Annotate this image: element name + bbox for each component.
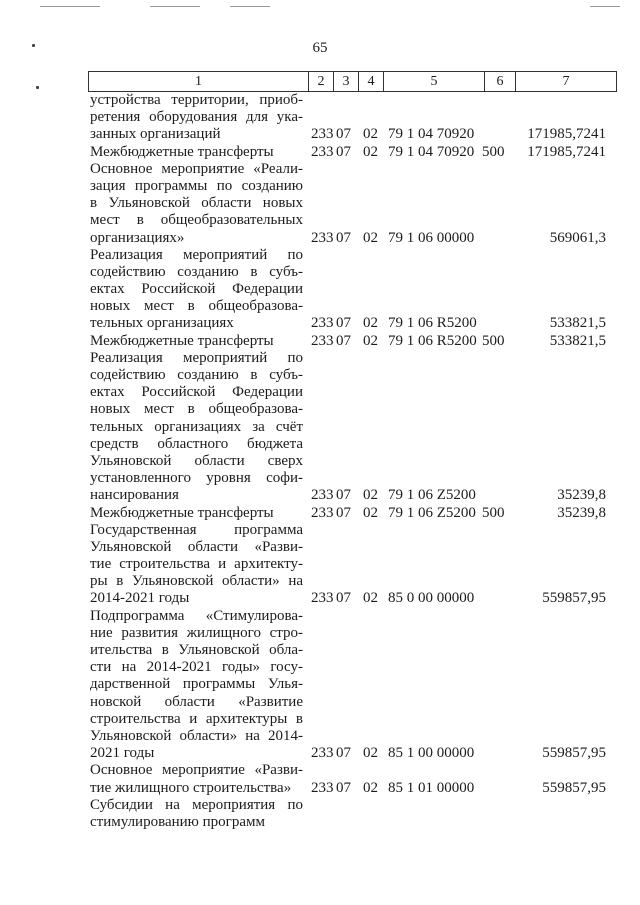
cell-c3: 07 xyxy=(336,745,351,762)
table-row xyxy=(0,350,640,505)
description-line: ектах Российской Федерации xyxy=(90,384,303,401)
cell-c4: 02 xyxy=(363,315,378,332)
cell-c2: 233 xyxy=(311,745,334,762)
description-line: тие строительства и архитекту- xyxy=(90,556,303,573)
header-col-5: 5 xyxy=(384,72,485,92)
scan-dot xyxy=(36,86,39,89)
cell-c3: 07 xyxy=(336,126,351,143)
scan-edge-line xyxy=(40,6,100,7)
description-line: занных организаций xyxy=(90,126,221,143)
budget-rows xyxy=(0,92,640,831)
description-line: Межбюджетные трансферты xyxy=(90,332,274,349)
cell-c3: 07 xyxy=(336,504,351,521)
description-line: 2021 годы xyxy=(90,745,155,762)
cell-c2: 233 xyxy=(311,779,334,796)
column-header-table xyxy=(88,71,617,92)
description-line: содействию созданию в субъ- xyxy=(90,263,303,280)
cell-c6: 500 xyxy=(482,332,505,349)
cell-c2: 233 xyxy=(311,590,334,607)
cell-c4: 02 xyxy=(363,126,378,143)
cell-c7: 533821,5 xyxy=(549,315,606,332)
row-codes xyxy=(0,814,640,831)
header-col-7: 7 xyxy=(516,72,617,92)
description-line: ектах Российской Федерации xyxy=(90,281,303,298)
cell-c5: 85 1 00 00000 xyxy=(388,745,475,762)
cell-c7: 559857,95 xyxy=(542,745,606,762)
scan-edge-line xyxy=(590,6,620,7)
cell-c7: 559857,95 xyxy=(542,590,606,607)
description-line: ры в Ульяновской области» на xyxy=(90,573,303,590)
description-line: зация программы по созданию xyxy=(90,177,303,194)
cell-c5: 79 1 06 Z5200 xyxy=(388,487,476,504)
table-row xyxy=(0,247,640,333)
cell-c7: 569061,3 xyxy=(549,229,606,246)
row-codes xyxy=(0,590,640,607)
description-line: Межбюджетные трансферты xyxy=(90,504,274,521)
description-line: ретения оборудования для ука- xyxy=(90,109,303,126)
row-codes xyxy=(0,487,640,504)
cell-c5: 85 1 01 00000 xyxy=(388,779,475,796)
cell-c4: 02 xyxy=(363,143,378,160)
scan-edge-line xyxy=(150,6,200,7)
cell-c7: 171985,7241 xyxy=(527,143,606,160)
description-line: содействию созданию в субъ- xyxy=(90,367,303,383)
row-description xyxy=(90,350,303,505)
table-row xyxy=(0,505,640,522)
cell-c3: 07 xyxy=(336,332,351,349)
cell-c7: 171985,7241 xyxy=(527,126,606,143)
description-line: Субсидии на мероприятия по xyxy=(90,796,303,813)
description-line: строительства и архитектуры в xyxy=(90,710,303,727)
description-line: установленного уровня софи- xyxy=(90,470,303,487)
description-line: Реализация мероприятий по xyxy=(90,246,303,263)
row-codes xyxy=(0,144,640,161)
table-row xyxy=(0,92,640,144)
cell-c5: 79 1 06 R5200 xyxy=(388,315,477,332)
cell-c4: 02 xyxy=(363,332,378,349)
cell-c3: 07 xyxy=(336,779,351,796)
cell-c2: 233 xyxy=(311,332,334,349)
cell-c4: 02 xyxy=(363,229,378,246)
table-row xyxy=(0,144,640,161)
cell-c3: 07 xyxy=(336,143,351,160)
cell-c3: 07 xyxy=(336,315,351,332)
page-number: 65 xyxy=(312,40,328,56)
description-line: устройства территории, приоб- xyxy=(90,92,303,108)
cell-c4: 02 xyxy=(363,779,378,796)
cell-c7: 35239,8 xyxy=(557,504,606,521)
cell-c4: 02 xyxy=(363,745,378,762)
description-line: новской области «Развитие xyxy=(90,693,303,710)
cell-c2: 233 xyxy=(311,229,334,246)
description-line: тие жилищного строительства» xyxy=(90,779,292,796)
description-line: тельных организациях за счёт xyxy=(90,418,303,435)
cell-c5: 79 1 06 Z5200 xyxy=(388,504,476,521)
description-line: Межбюджетные трансферты xyxy=(90,143,274,160)
cell-c6: 500 xyxy=(482,143,505,160)
description-line: ительства в Ульяновской обла- xyxy=(90,642,303,658)
description-line: Основное мероприятие «Разви- xyxy=(90,762,303,779)
description-line: 2014-2021 годы xyxy=(90,590,190,607)
cell-c2: 233 xyxy=(311,315,334,332)
description-line: мест в общеобразовательных xyxy=(90,212,303,229)
cell-c6: 500 xyxy=(482,504,505,521)
header-col-4: 4 xyxy=(359,72,384,92)
header-col-2: 2 xyxy=(309,72,334,92)
description-line: сти на 2014-2021 годы» госу- xyxy=(90,659,303,676)
cell-c2: 233 xyxy=(311,143,334,160)
cell-c3: 07 xyxy=(336,229,351,246)
header-col-6: 6 xyxy=(485,72,516,92)
cell-c3: 07 xyxy=(336,487,351,504)
description-line: новых мест в общеобразова- xyxy=(90,401,303,418)
description-line: ние развития жилищного стро- xyxy=(90,624,303,641)
row-codes xyxy=(0,126,640,143)
description-line: Подпрограмма «Стимулирова- xyxy=(90,607,303,624)
cell-c5: 85 0 00 00000 xyxy=(388,590,475,607)
row-description xyxy=(90,608,303,763)
description-line: Ульяновской области» на 2014- xyxy=(90,727,303,744)
cell-c2: 233 xyxy=(311,504,334,521)
description-line: в Ульяновской области новых xyxy=(90,195,303,212)
cell-c5: 79 1 04 70920 xyxy=(388,126,475,143)
table-row xyxy=(0,797,640,831)
row-codes xyxy=(0,315,640,332)
row-codes xyxy=(0,745,640,762)
cell-c5: 79 1 04 70920 xyxy=(388,143,475,160)
description-line: тельных организациях xyxy=(90,315,234,332)
cell-c4: 02 xyxy=(363,487,378,504)
cell-c7: 533821,5 xyxy=(549,332,606,349)
table-row xyxy=(0,333,640,350)
scan-dot xyxy=(32,44,35,47)
scan-edge-line xyxy=(230,6,270,7)
cell-c2: 233 xyxy=(311,487,334,504)
description-line: дарственной программы Улья- xyxy=(90,676,303,693)
cell-c4: 02 xyxy=(363,504,378,521)
description-line: новых мест в общеобразова- xyxy=(90,298,303,315)
cell-c7: 35239,8 xyxy=(557,487,606,504)
description-line: стимулированию программ xyxy=(90,813,265,830)
description-line: Ульяновской области «Разви- xyxy=(90,538,303,555)
row-codes xyxy=(0,333,640,350)
cell-c5: 79 1 06 00000 xyxy=(388,229,475,246)
cell-c3: 07 xyxy=(336,590,351,607)
description-line: Государственная программа xyxy=(90,521,303,538)
table-row xyxy=(0,762,640,796)
row-codes xyxy=(0,780,640,797)
table-row xyxy=(0,522,640,608)
row-codes xyxy=(0,230,640,247)
table-row xyxy=(0,161,640,247)
description-line: организациях» xyxy=(90,229,185,246)
cell-c5: 79 1 06 R5200 xyxy=(388,332,477,349)
description-line: нансирования xyxy=(90,487,179,504)
description-line: Основное мероприятие «Реали- xyxy=(90,160,303,177)
row-codes xyxy=(0,505,640,522)
cell-c2: 233 xyxy=(311,126,334,143)
table-row xyxy=(0,608,640,763)
cell-c7: 559857,95 xyxy=(542,779,606,796)
description-line: Ульяновской области сверх xyxy=(90,452,303,469)
header-col-3: 3 xyxy=(334,72,359,92)
header-col-1: 1 xyxy=(89,72,309,92)
description-line: Реализация мероприятий по xyxy=(90,349,303,366)
description-line: средств областного бюджета xyxy=(90,435,303,452)
cell-c4: 02 xyxy=(363,590,378,607)
